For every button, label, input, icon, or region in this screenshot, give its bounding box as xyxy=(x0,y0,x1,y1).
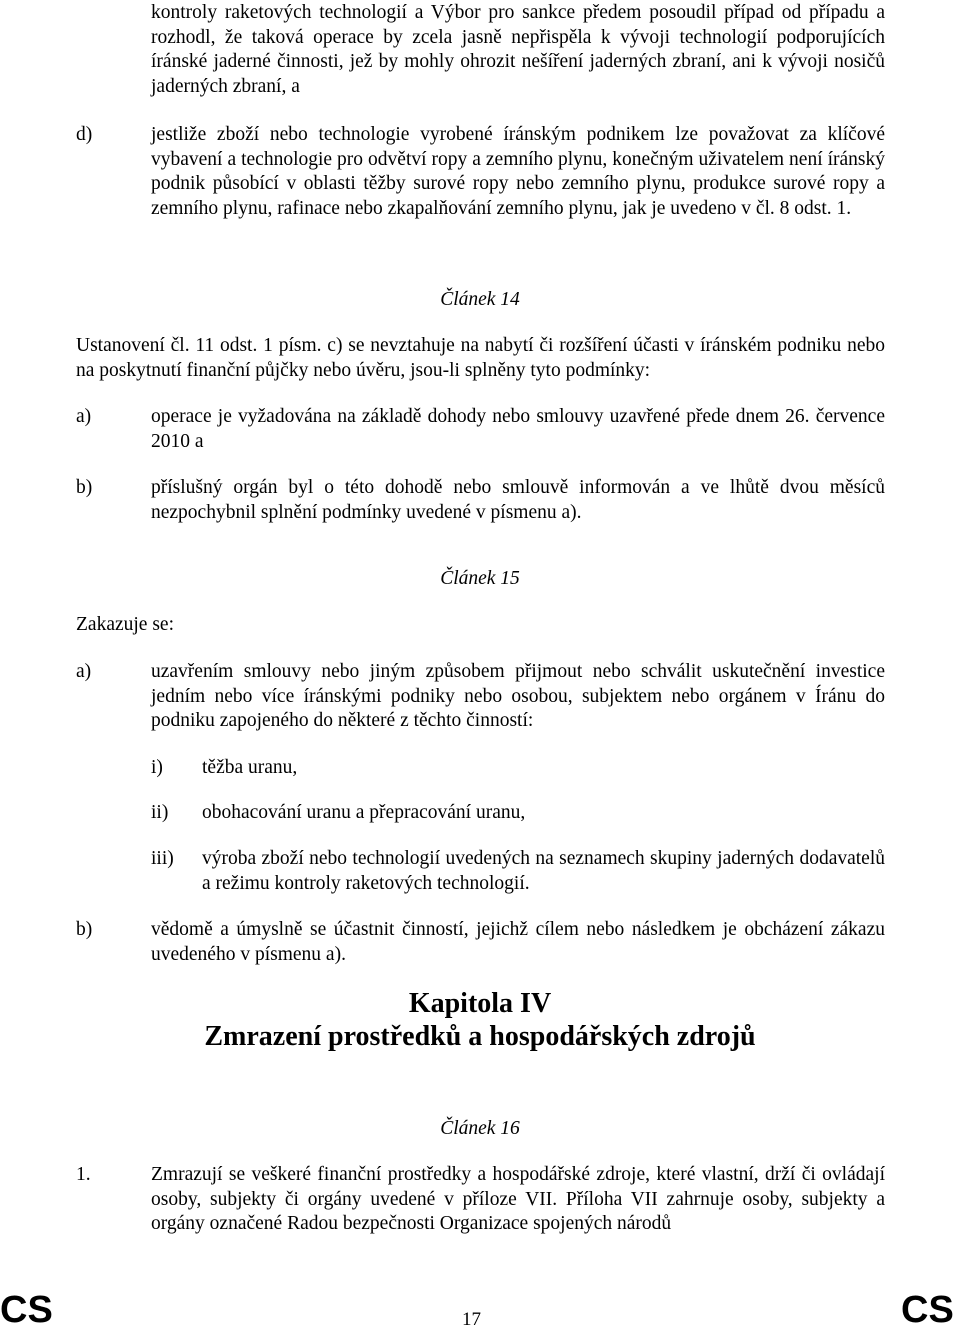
article-16-item-1-text: Zmrazují se veškeré finanční prostředky a hospodářské zdroje, které vlastní, drží či ovládají osoby, subjekty či orgány uvedené v příloze VII. Příloha VII zahrnuje osoby, subjekty a orgány označené Radou bezpečnosti Organizace spojených národů xyxy=(151,1164,885,1234)
subitem-iii-text: výroba zboží nebo technologií uvedených na seznamech skupiny jaderných dodavatelů a režimu kontroly raketových technologií. xyxy=(202,848,885,894)
article-15-item-a-label: a) xyxy=(76,661,92,682)
article-15-item-b-label: b) xyxy=(76,919,93,940)
article-14-heading: Článek 14 xyxy=(440,289,520,310)
article-15-heading: Článek 15 xyxy=(440,568,520,589)
article-15-intro: Zakazuje se: xyxy=(76,614,174,635)
subitem-iii-label: iii) xyxy=(151,848,174,869)
subitem-ii-label: ii) xyxy=(151,802,169,823)
article-14-item-a-label: a) xyxy=(76,406,92,427)
chapter-title: Kapitola IV xyxy=(408,988,552,1019)
article-16-item-1-label: 1. xyxy=(76,1164,91,1185)
article-14-item-a-text: operace je vyžadována na základě dohody nebo smlouvy uzavřené přede dnem 26. července 2010 a xyxy=(151,406,885,452)
article-15-item-b-text: vědomě a úmyslně se účastnit činností, jejichž cílem nebo následkem je obcházení zákazu uvedeného v písmenu a). xyxy=(151,919,885,965)
subitem-i-text: těžba uranu, xyxy=(202,757,298,778)
article-14-intro: Ustanovení čl. 11 odst. 1 písm. c) se nevztahuje na nabytí či rozšíření účasti v íránském podniku nebo na poskytnutí finanční půjčky nebo úvěru, jsou-li splněny tyto podmínky: xyxy=(76,335,885,381)
item-d-label: d) xyxy=(76,124,93,145)
footer-language-left: CS xyxy=(0,1289,53,1331)
item-d-text: jestliže zboží nebo technologie vyrobené íránským podnikem lze považovat za klíčové vybavení a technologie pro odvětví ropy a zemního plynu, konečným uživatelem není íránský podnik působící v oblasti těžby surové ropy nebo zemního plynu, produkce surové ropy a zemního plynu, rafinace nebo zkapalňování zemního plynu, jak je uvedeno v čl. 8 odst. 1. xyxy=(151,124,885,219)
continuation-paragraph: kontroly raketových technologií a Výbor pro sankce předem posoudil případ od případu a rozhodl, že taková operace by zcela jasně nepřispěla k vývoji technologií podporujících íránské jaderné činnosti, jež by mohly ohrozit nešíření jaderných zbraní, ani k vývoji nosičů jaderných zbraní, a xyxy=(151,2,885,97)
subitem-i-label: i) xyxy=(151,757,163,778)
footer-language-right: CS xyxy=(901,1289,954,1331)
article-16-heading: Článek 16 xyxy=(440,1118,520,1139)
article-14-item-b-text: příslušný orgán byl o této dohodě nebo smlouvě informován a ve lhůtě dvou měsíců nezpochybnil splnění podmínky uvedené v písmenu a). xyxy=(151,477,885,523)
article-14-item-b-label: b) xyxy=(76,477,93,498)
subitem-ii-text: obohacování uranu a přepracování uranu, xyxy=(202,802,526,823)
page-number: 17 xyxy=(462,1309,481,1330)
chapter-subtitle: Zmrazení prostředků a hospodářských zdrojů xyxy=(204,1021,756,1052)
article-15-item-a-text: uzavřením smlouvy nebo jiným způsobem přijmout nebo schválit uskutečnění investice jedním nebo více íránskými podniky nebo osobou, subjektem nebo orgánem v Íránu do podniku zapojeného do některé z těchto činností: xyxy=(151,661,885,731)
